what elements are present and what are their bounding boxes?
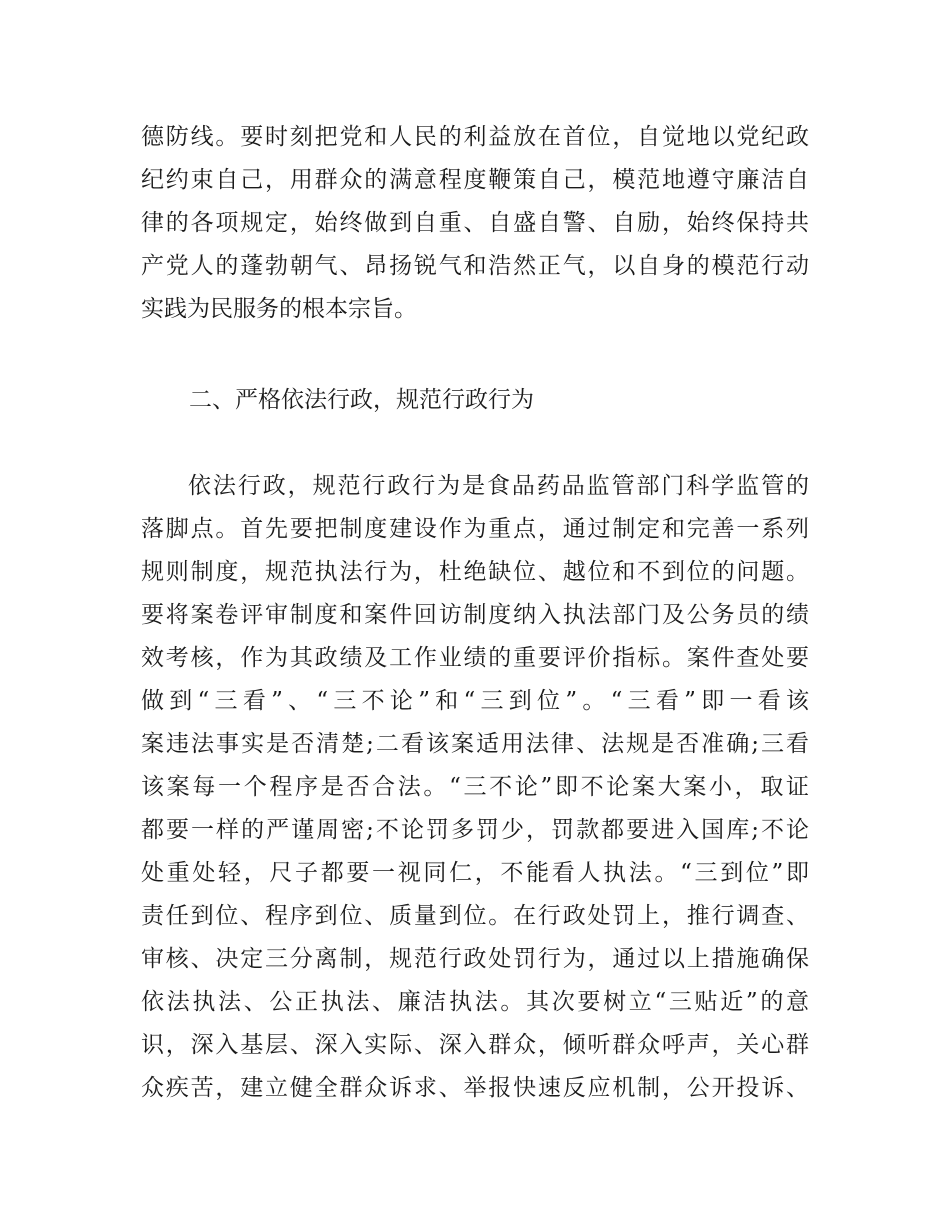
paragraph1-line-3: 律的各项规定，始终做到自重、自盛自警、自励，始终保持共 [141, 210, 809, 236]
paragraph2-line-4: 要将案卷评审制度和案件回访制度纳入执法部门及公务员的绩 [141, 602, 809, 628]
paragraph2-line-1: 依法行政，规范行政行为是食品药品监管部门科学监管的 [188, 473, 809, 499]
paragraph2-line-8: 该案每一个程序是否合法。“三不论”即不论案大案小，取证 [141, 774, 809, 800]
paragraph2-line-14: 识，深入基层、深入实际、深入群众，倾听群众呼声，关心群 [141, 1032, 809, 1058]
paragraph2-line-11: 责任到位、程序到位、质量到位。在行政处罚上，推行调查、 [141, 903, 809, 929]
paragraph1-line-4: 产党人的蓬勃朝气、昂扬锐气和浩然正气，以自身的模范行动 [141, 253, 809, 279]
paragraph2-line-13: 依法执法、公正执法、廉洁执法。其次要树立“三贴近”的意 [141, 989, 809, 1015]
paragraph2-line-12: 审核、决定三分离制，规范行政处罚行为，通过以上措施确保 [141, 946, 809, 972]
section-heading: 二、严格依法行政，规范行政行为 [189, 387, 534, 413]
paragraph1-line-5: 实践为民服务的根本宗旨。 [141, 296, 417, 322]
paragraph2-line-2: 落脚点。首先要把制度建设作为重点，通过制定和完善一系列 [141, 516, 809, 542]
paragraph2-line-3: 规则制度，规范执法行为，杜绝缺位、越位和不到位的问题。 [141, 559, 809, 585]
paragraph2-line-6: 做到“三看”、“三不论”和“三到位”。“三看”即一看该 [141, 688, 809, 714]
paragraph2-line-5: 效考核，作为其政绩及工作业绩的重要评价指标。案件查处要 [141, 645, 809, 671]
paragraph2-line-10: 处重处轻，尺子都要一视同仁，不能看人执法。“三到位”即 [141, 860, 809, 886]
paragraph2-line-9: 都要一样的严谨周密;不论罚多罚少，罚款都要进入国库;不论 [141, 817, 809, 843]
paragraph2-line-15: 众疾苦，建立健全群众诉求、举报快速反应机制，公开投诉、 [141, 1075, 809, 1101]
paragraph1-line-1: 德防线。要时刻把党和人民的利益放在首位，自觉地以党纪政 [141, 124, 809, 150]
paragraph2-line-7: 案违法事实是否清楚;二看该案适用法律、法规是否准确;三看 [141, 731, 809, 757]
paragraph1-line-2: 纪约束自己，用群众的满意程度鞭策自己，模范地遵守廉洁自 [141, 167, 809, 193]
